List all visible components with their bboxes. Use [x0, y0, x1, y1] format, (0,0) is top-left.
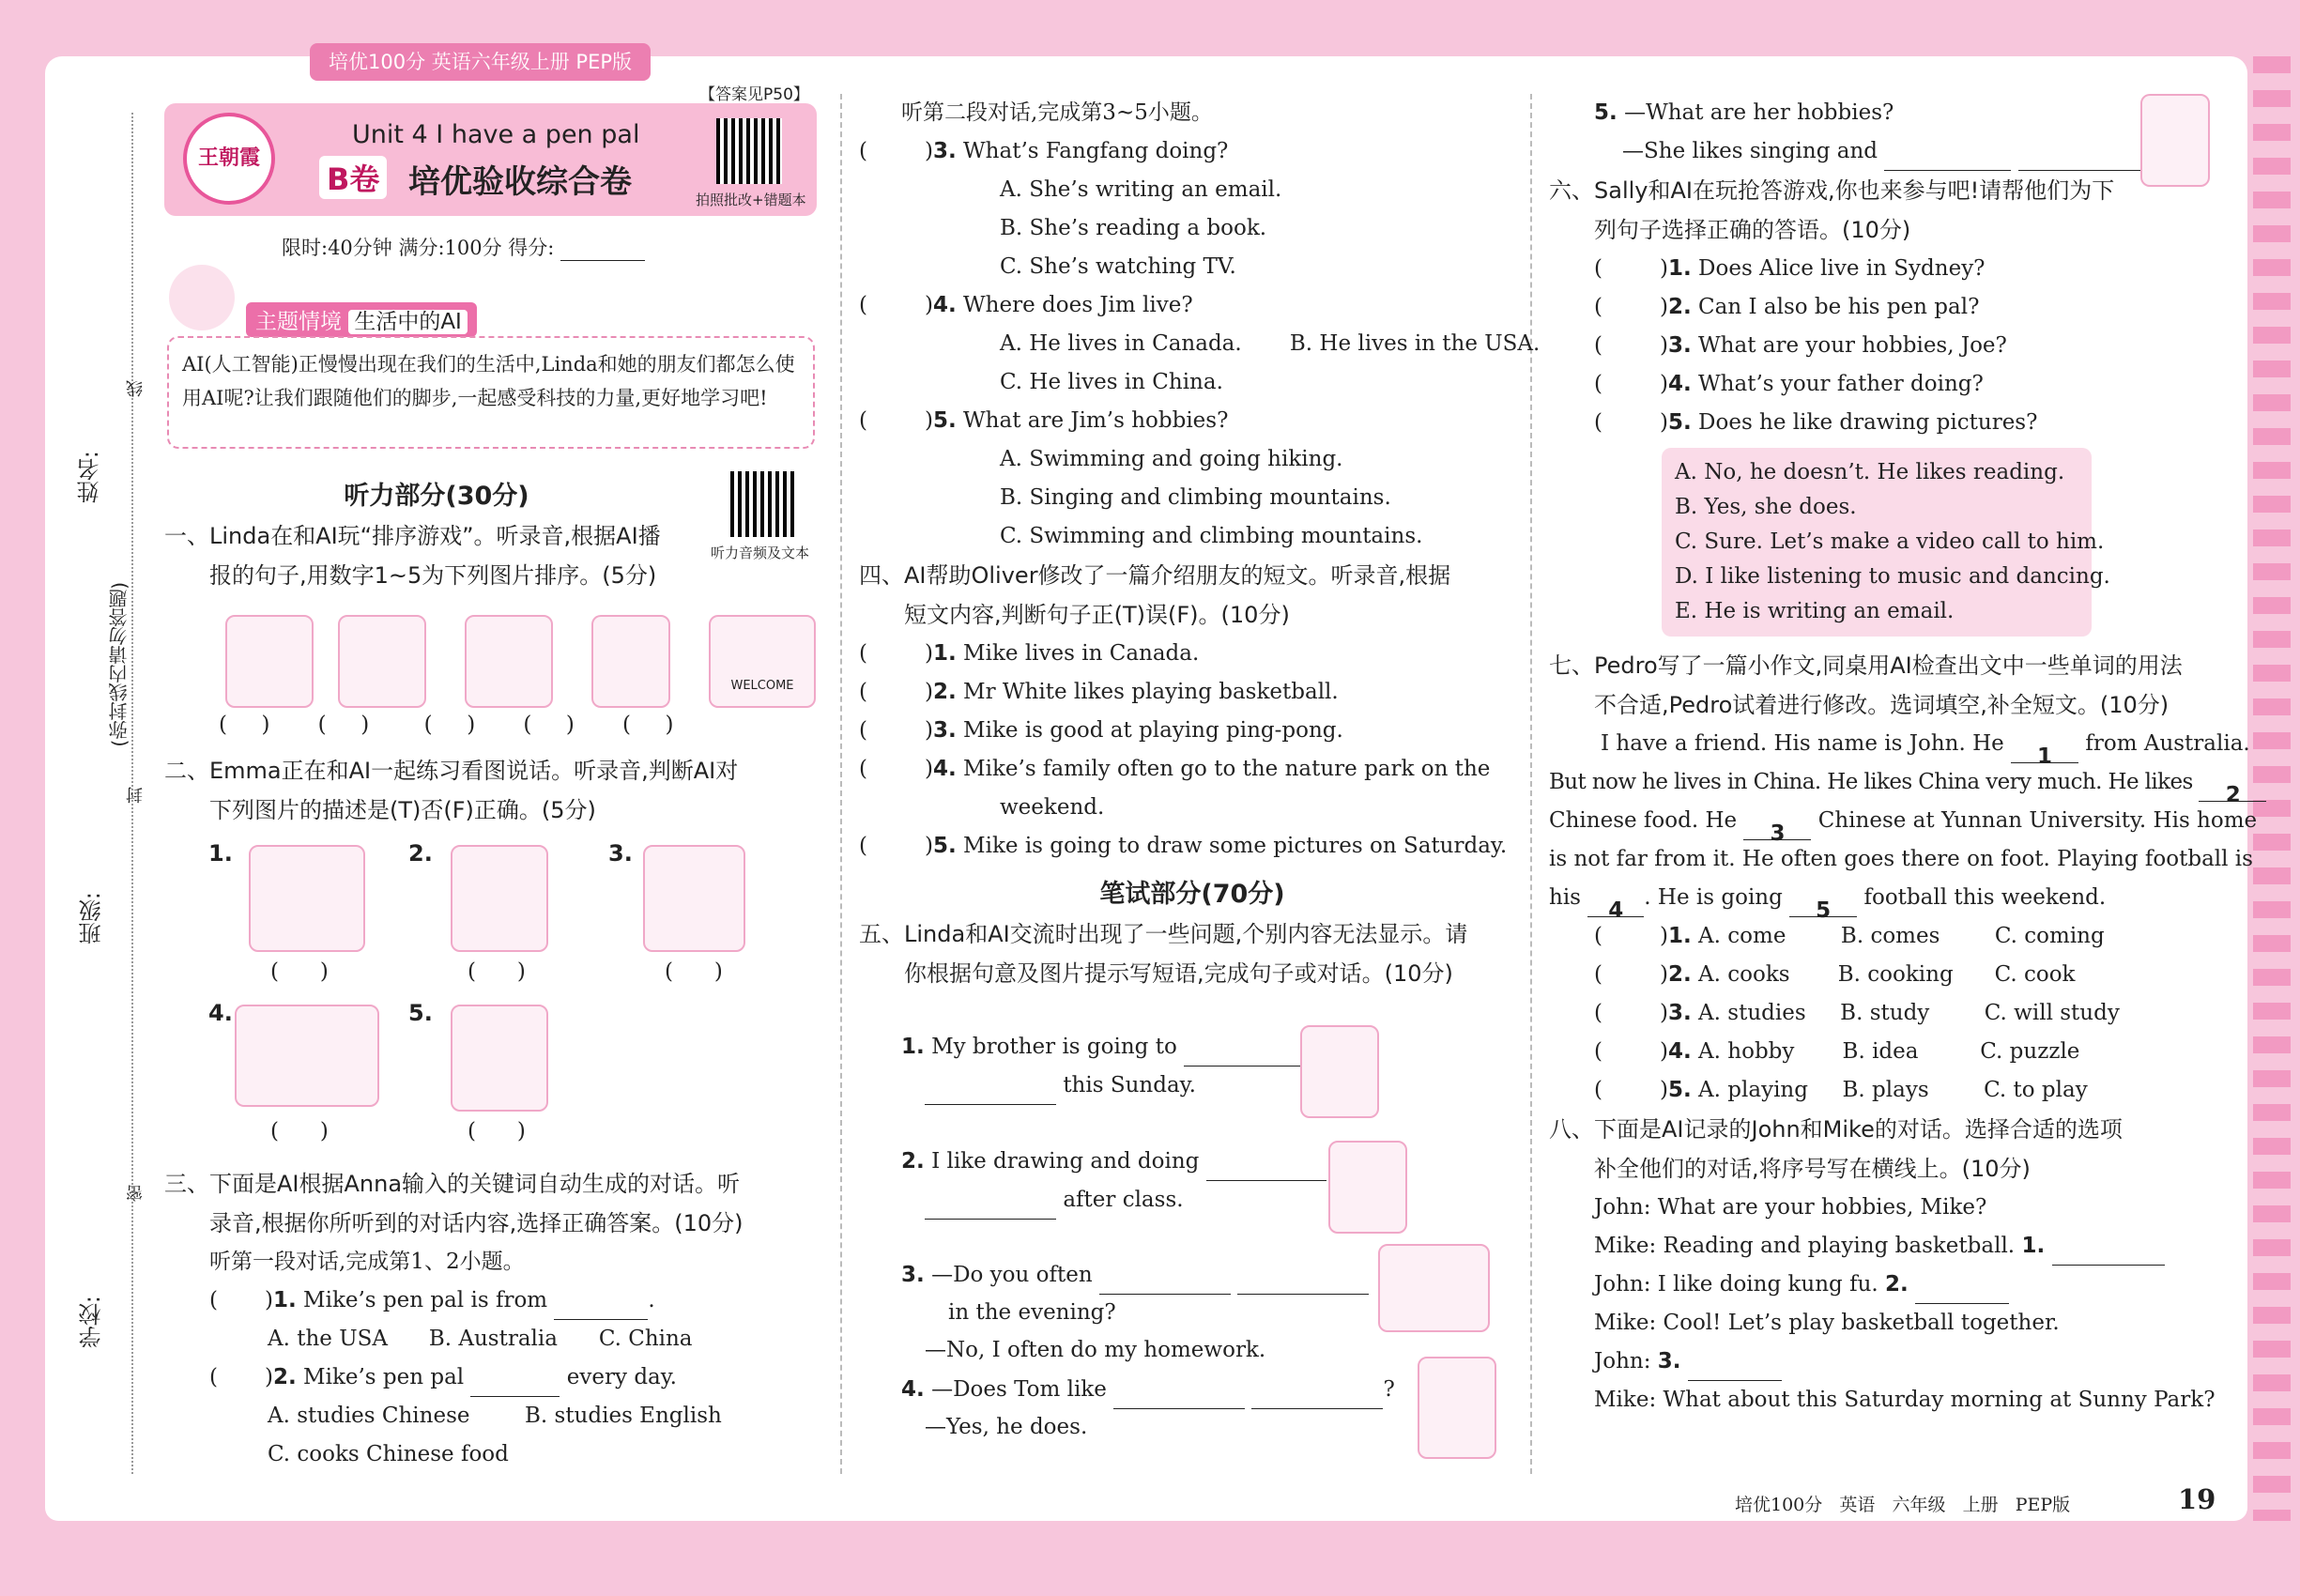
q5-title: 五、Linda和AI交流时出现了一些问题,个别内容无法显示。请: [859, 921, 1468, 947]
s2-pic-london: [643, 845, 745, 952]
s3-q3-c: C. She’s watching TV.: [1000, 254, 1236, 279]
s7-passage-1: I have a friend. His name is John. He 1 from Australia.: [1601, 731, 2250, 769]
s6-options-box: [1662, 448, 2110, 637]
girl-avatar-icon: [169, 265, 235, 330]
q3-title-cont: 录音,根据你所听到的对话内容,选择正确答案。(10分): [209, 1210, 744, 1236]
s1-pic-reading: [225, 615, 314, 708]
s4-item-4: ( )4. Mike’s family often go to the nature park on the: [859, 757, 1491, 781]
s2-num-2: 2.: [408, 840, 433, 867]
s2-ans-2: ( ): [468, 959, 526, 984]
s3-q5-b: B. Singing and climbing mountains.: [1000, 485, 1391, 510]
s2-num-3: 3.: [608, 840, 633, 867]
s6-opt-d: D. I like listening to music and dancing.: [1675, 564, 2110, 589]
reading-girl-pic: [2140, 94, 2210, 187]
listening-heading: 听力部分(30分): [344, 482, 529, 511]
divider-2: [1530, 94, 1532, 1474]
s5-pic-1: [1300, 1025, 1379, 1118]
s2-num-4: 4.: [208, 1000, 233, 1026]
s5-q2-cont: after class.: [925, 1181, 1184, 1220]
s2-num-1: 1.: [208, 840, 233, 867]
s6-opt-c: C. Sure. Let’s make a video call to him.: [1675, 529, 2105, 554]
paper-title: 培优验收综合卷: [408, 163, 632, 201]
s3-q4-c: C. He lives in China.: [1000, 370, 1223, 394]
s4-item-1: ( )1. Mike lives in Canada.: [859, 641, 1200, 666]
s1-answers: ( ) ( ) ( ) ( ) ( ): [219, 713, 674, 737]
s4-item-3: ( )3. Mike is good at playing ping-pong.: [859, 718, 1343, 743]
audio-qr-caption: 听力音频及文本: [711, 545, 810, 561]
q6-title-cont: 列句子选择正确的答语。(10分): [1594, 217, 1911, 243]
s5-q3-cont: in the evening?: [948, 1300, 1116, 1325]
s3-q2-option-c: C. cooks Chinese food: [268, 1442, 509, 1466]
theme-intro: AI(人工智能)正慢慢出现在我们的生活中,Linda和她的朋友们都怎么使用AI呢?让我们跟随他们的脚步,一起感受科技的力量,更好地学习吧!: [167, 336, 815, 449]
s7-item-3: ( )3. A. studies B. study C. will study: [1594, 1001, 2120, 1025]
q7-title-cont: 不合适,Pedro试着进行修改。选词填空,补全短文。(10分): [1594, 692, 2170, 718]
s6-item-4: ( )4. What’s your father doing?: [1594, 372, 1984, 396]
s3-part1: 听第一段对话,完成第1、2小题。: [209, 1250, 525, 1274]
s7-passage-3: Chinese food. He 3 Chinese at Yunnan University. His home: [1549, 808, 2258, 846]
s6-opt-e: E. He is writing an email.: [1675, 599, 1955, 623]
q6-title: 六、Sally和AI在玩抢答游戏,你也来参与吧!请帮他们为下: [1549, 177, 2115, 204]
s8-line-5: John: 3.: [1549, 1343, 2206, 1381]
s2-pic-cooking: [249, 845, 365, 952]
s5-q4: 4. —Does Tom like ?: [901, 1371, 1395, 1409]
s4-item-4-cont: weekend.: [1000, 795, 1105, 820]
s5-q4-ans: —Yes, he does.: [925, 1415, 1088, 1439]
qr-code-icon: [716, 118, 782, 184]
writing-heading: 笔试部分(70分): [1099, 880, 1285, 909]
s6-item-2: ( )2. Can I also be his pen pal?: [1594, 295, 1980, 319]
seal-mark-xian: 线: [126, 380, 146, 397]
s5-q2: 2. I like drawing and doing: [901, 1143, 1326, 1181]
s3-q3-a: A. She’s writing an email.: [1000, 177, 1282, 202]
volume-tag: B卷: [319, 156, 387, 199]
s5-q3: 3. —Do you often: [901, 1256, 1369, 1295]
s7-passage-4: is not far from it. He often goes there on foot. Playing football is: [1549, 847, 2253, 871]
q7-title: 七、Pedro写了一篇小作文,同桌用AI检查出文中一些单词的用法: [1549, 652, 2183, 679]
audio-qr-icon: [730, 471, 796, 537]
s7-item-1: ( )1. A. come B. comes C. coming: [1594, 924, 2105, 948]
q1-title-cont: 报的句子,用数字1~5为下列图片排序。(5分): [209, 562, 657, 589]
s4-item-5: ( )5. Mike is going to draw some pictures on Saturday.: [859, 834, 1508, 858]
page-number: 19: [2178, 1483, 2216, 1515]
s2-ans-5: ( ): [468, 1119, 526, 1143]
s8-line-1: John: What are your hobbies, Mike?: [1594, 1195, 1987, 1220]
top-banner: 培优100分 英语六年级上册 PEP版: [310, 43, 651, 81]
theme-tag: 主题情境 生活中的AI: [246, 302, 477, 337]
s7-item-2: ( )2. A. cooks B. cooking C. cook: [1594, 962, 2076, 987]
s5-q3-ans: —No, I often do my homework.: [925, 1338, 1266, 1362]
s1-pic-desk: [338, 615, 426, 708]
s3-q5-a: A. Swimming and going hiking.: [1000, 447, 1343, 471]
s1-pic-welcome: WELCOME: [709, 615, 816, 708]
divider-1: [840, 94, 842, 1474]
s6-item-1: ( )1. Does Alice live in Sydney?: [1594, 256, 1986, 281]
s5-q1-cont: this Sunday.: [925, 1067, 1196, 1105]
s4-item-2: ( )2. Mr White likes playing basketball.: [859, 680, 1339, 704]
s5-q5-ans: —She likes singing and: [1549, 132, 2206, 171]
s7-item-5: ( )5. A. playing B. plays C. to play: [1594, 1078, 2088, 1102]
footer-info: 培优100分 英语 六年级 上册 PEP版: [1735, 1495, 2071, 1515]
s5-q1: 1. My brother is going to: [901, 1028, 1315, 1067]
q2-title-cont: 下列图片的描述是(T)否(F)正确。(5分): [209, 797, 596, 823]
seal-notice: (弥封线内请勿答题): [108, 582, 130, 747]
s5-pic-3: [1378, 1244, 1490, 1332]
s6-item-5: ( )5. Does he like drawing pictures?: [1594, 410, 2038, 435]
s8-line-4: Mike: Cool! Let’s play basketball together.: [1594, 1311, 2060, 1335]
s3-q2-options: A. studies Chinese B. studies English: [268, 1404, 722, 1428]
s3-q1-options: A. the USA B. Australia C. China: [268, 1327, 693, 1351]
name-label: 姓名:: [77, 451, 103, 504]
unit-title: Unit 4 I have a pen pal: [352, 120, 640, 149]
s3-q5: ( )5. What are Jim’s hobbies?: [859, 408, 1229, 433]
s2-ans-3: ( ): [665, 959, 723, 984]
s3-part2: 听第二段对话,完成第3~5小题。: [901, 100, 1213, 125]
class-label: 班级:: [79, 892, 105, 945]
q8-title-cont: 补全他们的对话,将序号写在横线上。(10分): [1594, 1156, 2031, 1182]
unit-header: [164, 103, 817, 216]
q4-title-cont: 短文内容,判断句子正(T)误(F)。(10分): [904, 602, 1290, 628]
answer-ref: 【答案见P50】: [699, 85, 809, 104]
s1-pic-hiking: [591, 615, 670, 708]
s3-q5-c: C. Swimming and climbing mountains.: [1000, 524, 1423, 548]
s8-line-2: Mike: Reading and playing basketball. 1.: [1549, 1227, 2206, 1266]
s6-opt-b: B. Yes, she does.: [1675, 495, 1857, 519]
s5-pic-4: [1418, 1357, 1496, 1459]
exam-info: 限时:40分钟 满分:100分 得分:: [282, 233, 645, 261]
s5-pic-2: [1328, 1141, 1407, 1234]
s6-opt-a: A. No, he doesn’t. He likes reading.: [1675, 460, 2065, 484]
s2-pic-football: [451, 845, 548, 952]
s3-q4-ab: A. He lives in Canada. B. He lives in the USA.: [1000, 331, 1541, 356]
s2-pic-dancing: [235, 1005, 379, 1107]
s8-line-6: Mike: What about this Saturday morning at Sunny Park?: [1594, 1388, 2216, 1412]
s3-q3-b: B. She’s reading a book.: [1000, 216, 1267, 240]
q2-title: 二、Emma正在和AI一起练习看图说话。听录音,判断AI对: [164, 758, 739, 784]
s2-num-5: 5.: [408, 1000, 433, 1026]
s6-item-3: ( )3. What are your hobbies, Joe?: [1594, 333, 2007, 358]
q4-title: 四、AI帮助Oliver修改了一篇介绍朋友的短文。听录音,根据: [859, 562, 1451, 589]
s3-q1: ( )1. Mike’s pen pal is from .: [164, 1281, 821, 1320]
s2-ans-1: ( ): [270, 959, 329, 984]
q8-title: 八、下面是AI记录的John和Mike的对话。选择合适的选项: [1549, 1116, 2123, 1143]
brand-logo: 王朝霞: [183, 113, 275, 205]
s3-q2: ( )2. Mike’s pen pal every day.: [164, 1358, 821, 1397]
s2-pic-kungfu: [451, 1005, 548, 1112]
seal-mark-mi: 密: [126, 1185, 146, 1202]
s7-passage-2: But now he lives in China. He likes China very much. He likes 2: [1549, 763, 2206, 802]
q5-title-cont: 你根据句意及图片提示写短语,完成句子或对话。(10分): [904, 960, 1453, 987]
s8-line-3: John: I like doing kung fu. 2.: [1549, 1266, 2206, 1304]
q3-title: 三、下面是AI根据Anna输入的关键词自动生成的对话。听: [164, 1171, 741, 1197]
s5-q5: 5. —What are her hobbies?: [1594, 100, 1894, 125]
s3-block: [164, 1164, 821, 1540]
seal-mark-feng: 封: [126, 787, 146, 804]
s2-ans-4: ( ): [270, 1119, 329, 1143]
s3-q3: ( )3. What’s Fangfang doing?: [859, 139, 1229, 163]
s7-item-4: ( )4. A. hobby B. idea C. puzzle: [1594, 1039, 2080, 1064]
s7-passage-5: his 4. He is going 5 football this weekend.: [1549, 885, 2107, 923]
column-3: [1549, 94, 2258, 1540]
qr-caption: 拍照批改+错题本: [696, 192, 806, 208]
s3-q4: ( )4. Where does Jim live?: [859, 293, 1193, 317]
school-label: 学校:: [79, 1296, 105, 1349]
s1-pic-running: [465, 615, 553, 708]
q1-title: 一、Linda在和AI玩“排序游戏”。听录音,根据AI播: [164, 523, 661, 549]
